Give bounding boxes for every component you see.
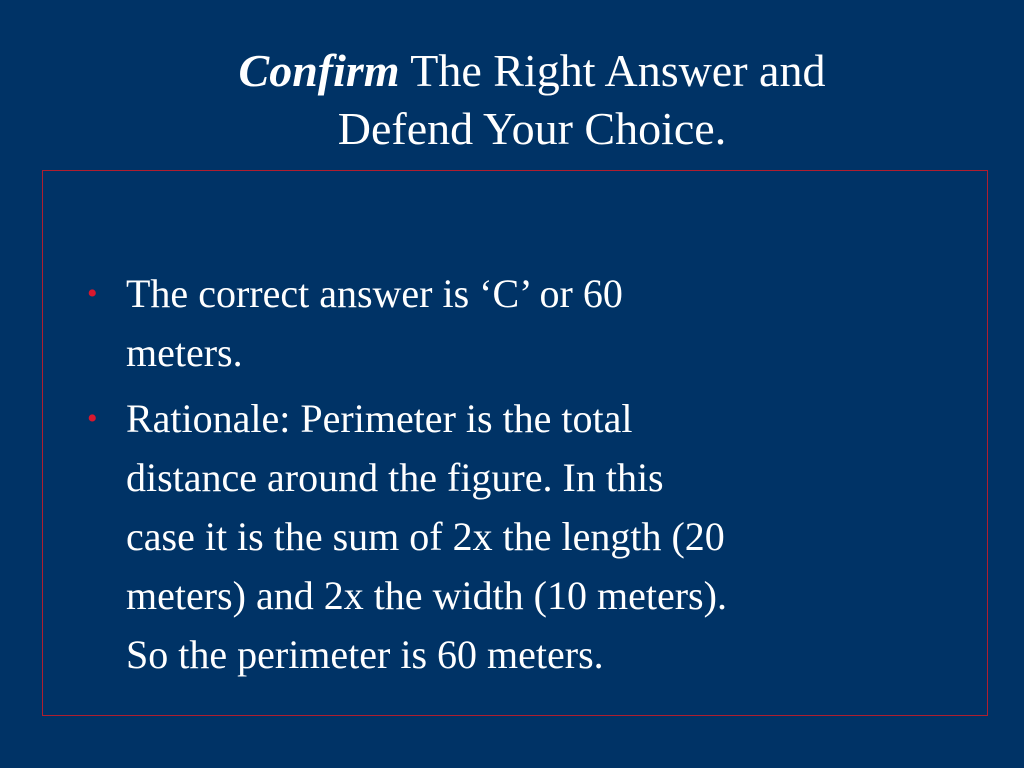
bullet-line: So the perimeter is 60 meters. xyxy=(126,632,604,677)
title-line-1-text: The Right Answer and xyxy=(410,45,826,96)
bullet-line: case it is the sum of 2x the length (20 xyxy=(126,514,725,559)
title-emphasis: Confirm xyxy=(238,45,400,96)
title-line-1 xyxy=(112,42,952,100)
bullet-item-rationale xyxy=(84,389,914,684)
bullet-line: The correct answer is ‘C’ or 60 xyxy=(126,271,623,316)
bullet-line: distance around the figure. In this xyxy=(126,455,664,500)
bullet-line: meters. xyxy=(126,330,243,375)
bullet-line: Rationale: Perimeter is the total xyxy=(126,396,633,441)
bullet-marker-icon: • xyxy=(87,277,98,310)
title-line-2: Defend Your Choice. xyxy=(337,103,727,154)
bullet-marker-icon: • xyxy=(87,402,98,435)
bullet-item-answer xyxy=(84,264,914,382)
bullet-list xyxy=(84,264,914,691)
bullet-line: meters) and 2x the width (10 meters). xyxy=(126,573,727,618)
slide-title xyxy=(112,42,952,158)
